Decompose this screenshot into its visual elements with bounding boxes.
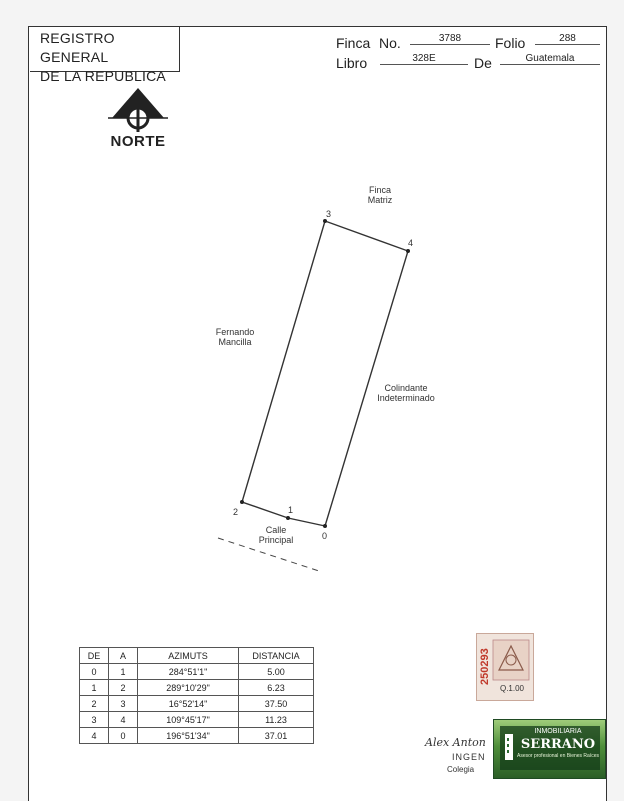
registry-line-1: REGISTRO GENERAL <box>40 30 115 65</box>
table-header-row <box>80 648 314 664</box>
logo-main-text: SERRANO <box>520 737 596 752</box>
table-row <box>80 680 314 696</box>
cell-azimut: 284°51'1" <box>138 664 239 680</box>
revenue-stamp <box>476 633 534 701</box>
vertex-4 <box>406 249 410 253</box>
label-finca-matriz-line1: Finca <box>368 185 391 195</box>
header-a: A <box>109 648 138 664</box>
inmobiliaria-logo <box>493 719 606 779</box>
finca-label: Finca <box>336 35 371 51</box>
cell-a: 0 <box>109 728 138 744</box>
header-distancia: DISTANCIA <box>239 648 314 664</box>
vertex-label-0: 0 <box>322 531 328 541</box>
header-de: DE <box>80 648 109 664</box>
engineer-signature: Alex Anton <box>425 736 486 749</box>
azimuth-table <box>79 647 314 744</box>
cell-azimut: 109°45'17" <box>138 712 239 728</box>
label-finca-matriz <box>352 185 408 205</box>
cell-a: 4 <box>109 712 138 728</box>
table-row <box>80 664 314 680</box>
label-fernando-line1: Fernando <box>215 327 255 337</box>
libro-number: 328E <box>380 53 468 65</box>
cell-distancia: 6.23 <box>239 680 314 696</box>
folio-number: 288 <box>535 33 600 45</box>
cell-de: 1 <box>80 680 109 696</box>
label-colindante <box>368 383 444 403</box>
signature-title: INGEN <box>452 752 486 762</box>
vertex-label-3: 3 <box>326 209 332 219</box>
cell-de: 2 <box>80 696 109 712</box>
cell-azimut: 196°51'34" <box>138 728 239 744</box>
cell-a: 3 <box>109 696 138 712</box>
vertex-label-1: 1 <box>288 505 294 515</box>
registry-line-2: DE LA REPUBLICA <box>40 68 166 84</box>
libro-label: Libro <box>336 55 368 71</box>
vertex-0 <box>323 524 327 528</box>
table-row <box>80 728 314 744</box>
stamp-number: 250293 <box>479 648 491 686</box>
vertex-3 <box>323 219 327 223</box>
label-calle-line2: Principal <box>258 535 294 545</box>
cell-distancia: 11.23 <box>239 712 314 728</box>
vertex-label-4: 4 <box>408 238 414 248</box>
table-row <box>80 696 314 712</box>
building-icon <box>502 730 516 760</box>
stamp-value: Q.1.00 <box>499 684 524 693</box>
label-calle-line1: Calle <box>265 525 287 535</box>
cell-distancia: 5.00 <box>239 664 314 680</box>
cell-azimut: 289°10'29" <box>138 680 239 696</box>
de-location: Guatemala <box>500 53 600 65</box>
cell-de: 4 <box>80 728 109 744</box>
label-fernando-line2: Mancilla <box>218 337 252 347</box>
label-finca-matriz-line2: Matriz <box>367 195 393 205</box>
north-label: NORTE <box>110 133 166 150</box>
logo-tagline: Asesor profesional en Bienes Raíces <box>517 753 599 759</box>
cell-de: 3 <box>80 712 109 728</box>
cell-azimut: 16°52'14" <box>138 696 239 712</box>
label-fernando-mancilla <box>203 327 267 347</box>
table-row <box>80 712 314 728</box>
label-colindante-line2: Indeterminado <box>377 393 435 403</box>
folio-label: Folio <box>495 35 526 51</box>
label-calle-principal <box>248 525 304 545</box>
cell-distancia: 37.01 <box>239 728 314 744</box>
finca-number: 3788 <box>410 33 490 45</box>
logo-small-text: INMOBILIARIA <box>534 728 582 735</box>
vertex-1 <box>286 516 290 520</box>
vertex-2 <box>240 500 244 504</box>
cell-de: 0 <box>80 664 109 680</box>
label-colindante-line1: Colindante <box>384 383 428 393</box>
cell-a: 1 <box>109 664 138 680</box>
lot-boundary <box>242 221 408 526</box>
vertex-label-2: 2 <box>233 507 239 517</box>
signature-college: Colegia <box>447 765 475 774</box>
header-azimuts: AZIMUTS <box>138 648 239 664</box>
cell-a: 2 <box>109 680 138 696</box>
cell-distancia: 37.50 <box>239 696 314 712</box>
no-label: No. <box>379 35 401 51</box>
de-label: De <box>474 55 492 71</box>
